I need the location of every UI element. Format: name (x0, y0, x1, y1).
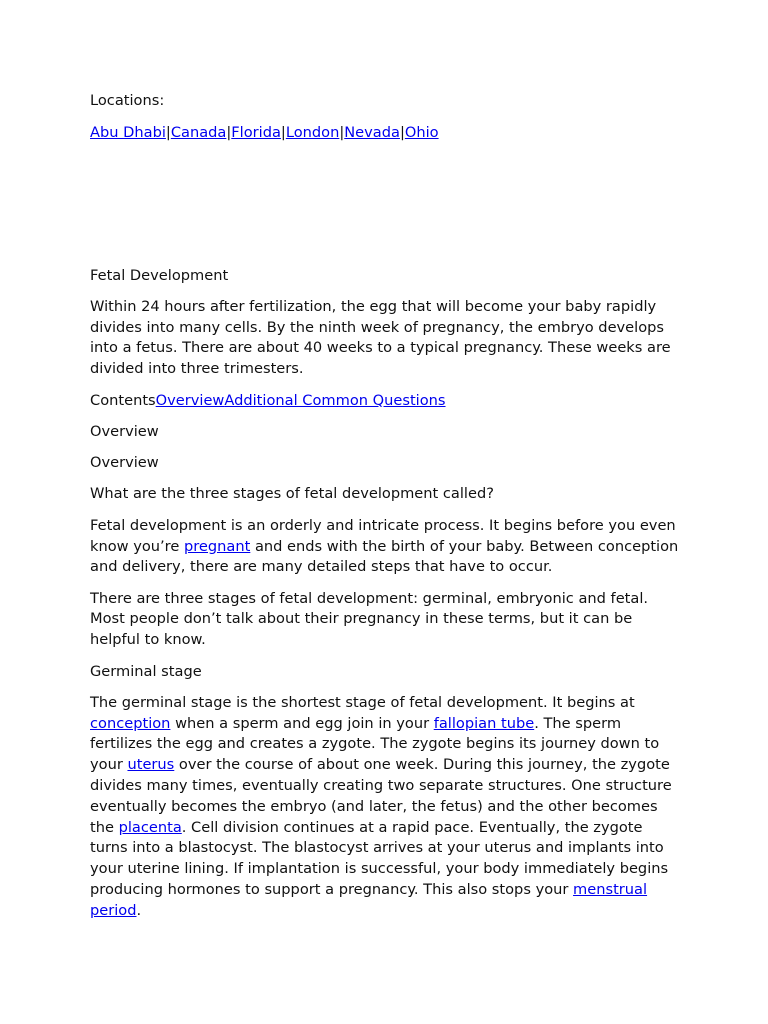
text-run: and ends with the birth of your baby. Between conception and delivery, there are many detailed steps that have to occur. (90, 537, 679, 576)
location-link-abu-dhabi[interactable]: Abu Dhabi (90, 123, 166, 141)
locations-links (90, 123, 682, 144)
text-run: . The sperm fertilizes the egg and creates a zygote. The zygote begins its journey down to your (90, 714, 660, 774)
location-separator: | (399, 123, 405, 141)
location-separator: | (165, 123, 171, 141)
overview-heading: Overview (90, 422, 159, 440)
overview-subheading: Overview (90, 454, 159, 472)
link-conception[interactable]: conception (90, 714, 171, 732)
article-title: Fetal Development (90, 266, 229, 284)
text-run: Fetal development is an orderly and intricate process. It begins before you even know you’re (90, 516, 676, 555)
contents-label: Contents (90, 391, 156, 409)
text-run: . Cell division continues at a rapid pace. Eventually, the zygote turns into a blastocyst. The blastocyst arrives at your uterus and implants into your uterine lining. If implantation is successful, your body immediately begins producing hormones to support a pregnancy. This also stops your (90, 818, 669, 899)
location-separator: | (280, 123, 286, 141)
germinal-stage-heading: Germinal stage (90, 662, 202, 680)
paragraph-process (90, 516, 682, 578)
link-pregnant[interactable]: pregnant (183, 537, 251, 555)
location-link-ohio[interactable]: Ohio (404, 123, 439, 141)
text-run: over the course of about one week. During this journey, the zygote divides many times, eventually creating two separate structures. One structure eventually becomes the embryo (and later, the fetus) and the other becomes the (90, 756, 672, 836)
link-uterus[interactable]: uterus (127, 756, 175, 774)
intro-paragraph: Within 24 hours after fertilization, the egg that will become your baby rapidly divides into many cells. By the ninth week of pregnancy, the embryo develops into a fetus. There are about 40 weeks to a typical pregnancy. These weeks are divided into three trimesters. (90, 297, 671, 378)
location-link-nevada[interactable]: Nevada (344, 123, 400, 141)
text-run: . (136, 901, 142, 919)
location-separator: | (339, 123, 345, 141)
document-page (90, 91, 682, 932)
contents-link-additional-questions[interactable]: Additional Common Questions (224, 391, 446, 409)
link-placenta[interactable]: placenta (118, 818, 182, 836)
paragraph-three-stages: There are three stages of fetal development: germinal, embryonic and fetal. Most people don’t talk about their pregnancy in these terms, but it can be helpful to know. (90, 589, 649, 649)
location-link-canada[interactable]: Canada (170, 123, 227, 141)
contents-link-overview[interactable]: Overview (155, 391, 225, 409)
location-link-florida[interactable]: Florida (231, 123, 281, 141)
location-link-london[interactable]: London (285, 123, 340, 141)
text-run: when a sperm and egg join in your (170, 714, 434, 732)
location-separator: | (226, 123, 232, 141)
paragraph-germinal (90, 693, 682, 922)
link-menstrual-period[interactable]: menstrual period (90, 881, 648, 919)
locations-label: Locations: (90, 92, 165, 109)
spacer (90, 144, 682, 266)
contents-line (90, 391, 682, 412)
text-run: The germinal stage is the shortest stage of fetal development. It begins at (90, 693, 635, 711)
question-heading: What are the three stages of fetal development called? (90, 485, 494, 503)
link-fallopian-tube[interactable]: fallopian tube (433, 714, 535, 732)
